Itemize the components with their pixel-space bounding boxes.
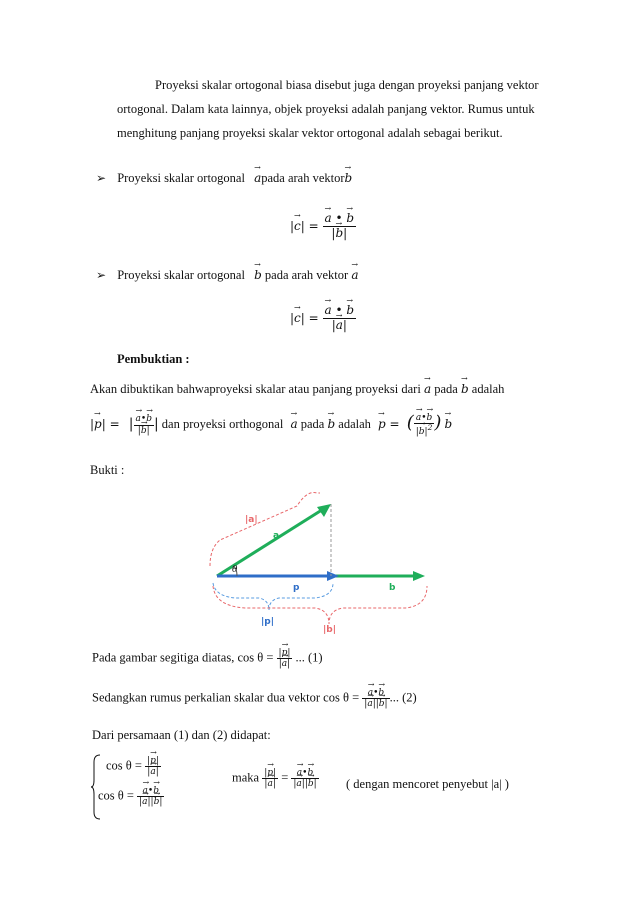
vector-b-arrowhead xyxy=(413,571,425,581)
vector-p-arrowhead xyxy=(327,571,339,581)
bullet-2-mid: pada arah vektor xyxy=(264,268,349,282)
bullet-1-mid: pada arah vektor xyxy=(261,171,345,185)
vector-projection-figure xyxy=(205,488,435,634)
cancel-note: ( dengan mencoret penyebut |a| ) xyxy=(346,777,509,791)
maka-equation: maka $\frac{|\to p|}{|\to a|}$ = → $\frac{a•\to b}{|\to a||\to b|}$ xyxy=(232,768,319,790)
bullet-arrow-icon: ➢ xyxy=(96,268,107,282)
system-line-1-text: cos θ = xyxy=(106,758,142,773)
label-theta: θ xyxy=(232,565,238,575)
formula-1: |→ c| = → $\frac{a • \to b}{|\to b|}$ xyxy=(290,212,356,241)
vector-b-symbol: → b xyxy=(345,171,353,185)
proof-line-2c: adalah xyxy=(338,417,371,431)
bullet-2-text: Proyeksi skalar ortogonal xyxy=(117,268,245,282)
bullet-1-text: Proyeksi skalar ortogonal xyxy=(117,171,245,185)
bullet-2 xyxy=(96,268,358,283)
eq-line-2: Sedangkan rumus perkalian skalar dua vektor cos θ = → $\frac{a•\to b}{|\to a||\to b|}$ ... (2) xyxy=(92,688,417,710)
proof-line-2a: dan proyeksi orthogonal xyxy=(161,417,284,431)
system-line-2-text: cos θ = xyxy=(98,788,134,803)
proof-line-2: |→ p| = | → $\frac{a•\to b}{|\to b|}$ | dan proyeksi orthogonal → a pada → b adalah → p = ( → $\frac{a•\to b}{|\to b|^2}$ ) → b xyxy=(90,412,452,437)
intro-line-2: ortogonal. Dalam kata lainnya, objek proyeksi adalah panjang vektor. Rumus untuk xyxy=(117,102,535,116)
label-b-abs: |b| xyxy=(323,625,337,634)
proof-line-1b: pada xyxy=(434,382,458,396)
eq-line-1: Pada gambar segitiga diatas, cos θ = $\frac{|\to p|}{|\to a|}$ ... (1) xyxy=(92,648,323,670)
proof-line-2b: pada xyxy=(300,417,325,431)
eq-line-3: Dari persamaan (1) dan (2) didapat: xyxy=(92,728,271,742)
vector-b-symbol: → b xyxy=(254,268,262,282)
proof-line-1c: adalah xyxy=(471,382,505,396)
system-line-2: cos θ = → $\frac{a•\to b}{|\to a||\to b|}$ xyxy=(98,786,164,808)
bukti-label: Bukti : xyxy=(90,463,125,477)
eq-line-2-end: ... (2) xyxy=(389,690,417,705)
proof-heading: Pembuktian : xyxy=(117,352,190,366)
label-p-abs: |p| xyxy=(261,617,275,627)
vector-b-symbol: → b xyxy=(461,382,469,396)
vector-a-symbol: → a xyxy=(351,268,358,282)
label-a-abs: |a| xyxy=(245,515,258,525)
vector-a-symbol: → a xyxy=(290,417,297,431)
vector-a-symbol: → a xyxy=(254,171,261,185)
label-b: b xyxy=(389,583,396,593)
eq-line-1-text: Pada gambar segitiga diatas, cos θ = xyxy=(92,650,274,665)
label-p: p xyxy=(293,583,300,593)
maka-text: maka xyxy=(232,770,260,785)
proof-line-1a: Akan dibuktikan bahwaproyeksi skalar atau panjang proyeksi dari xyxy=(90,382,421,396)
label-a: a xyxy=(273,531,280,541)
system-line-1: cos θ = $\frac{|\to p|}{|\to a|}$ xyxy=(106,756,161,778)
intro-line-1: Proyeksi skalar ortogonal biasa disebut juga dengan proyeksi panjang vektor xyxy=(155,78,539,92)
formula-2: |→ c| = → $\frac{a • \to b}{|\to a|}$ xyxy=(290,304,356,333)
proof-line-1 xyxy=(90,382,504,397)
intro-line-3: menghitung panjang proyeksi skalar vektor ortogonal adalah sebagai berikut. xyxy=(117,126,503,140)
bracket-p-abs xyxy=(213,583,333,610)
vector-b-symbol: → b xyxy=(327,417,335,431)
bracket-a-abs xyxy=(210,493,320,566)
bullet-1 xyxy=(96,171,352,186)
eq-line-2-text: Sedangkan rumus perkalian skalar dua vektor cos θ = xyxy=(92,690,360,705)
vector-a-symbol: → a xyxy=(424,382,431,396)
eq-line-1-end: ... (1) xyxy=(295,650,323,665)
bullet-arrow-icon: ➢ xyxy=(96,171,107,185)
